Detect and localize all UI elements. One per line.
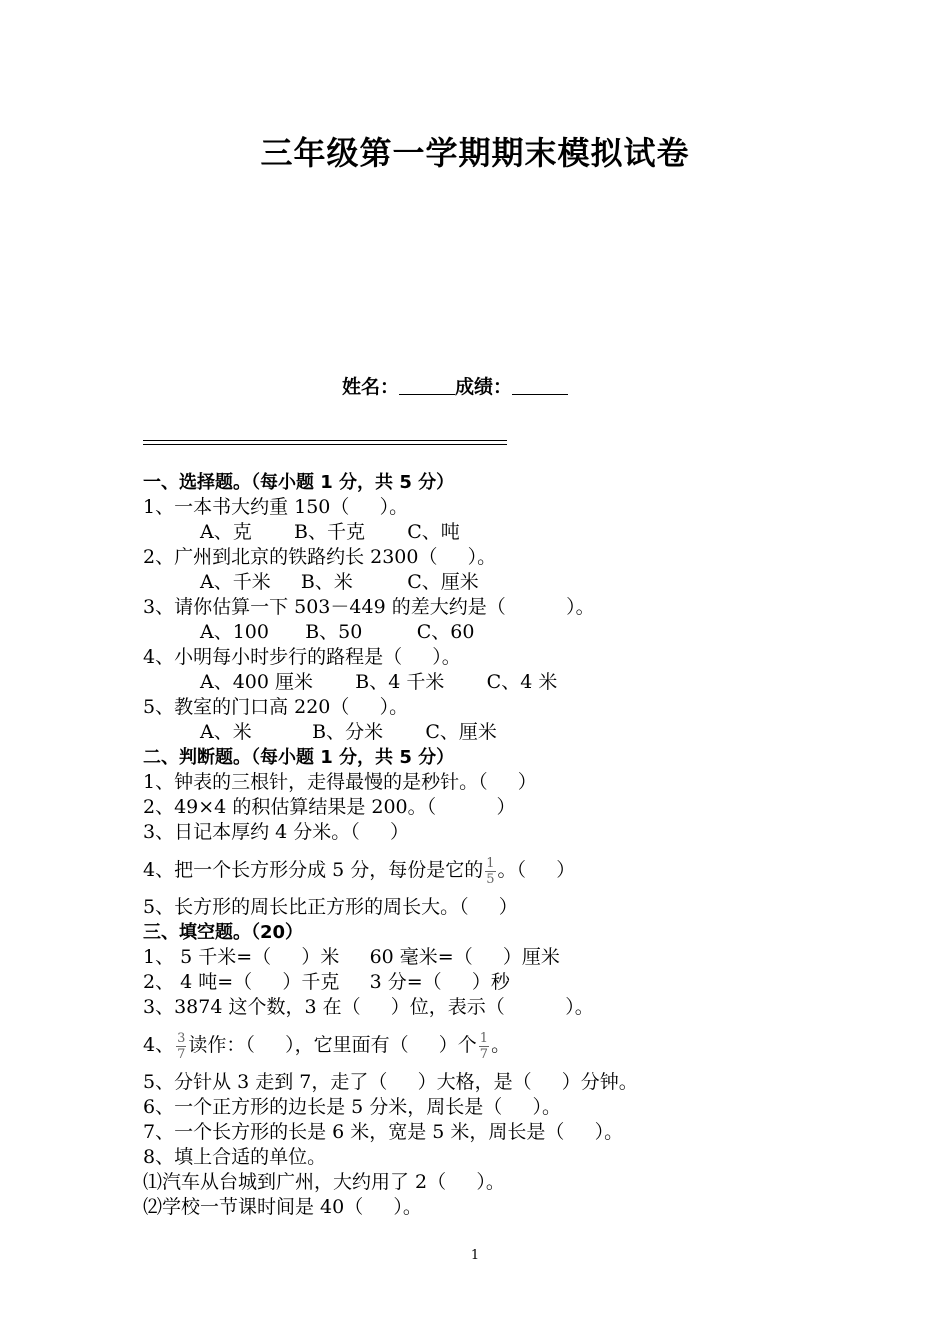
student-info: [0, 372, 910, 399]
question-part: 4、把一个长方形分成 5 分，每份是它的: [143, 859, 484, 881]
question-text: 4、小明每小时步行的路程是（ ）。: [143, 646, 461, 668]
question-text: 3、请你估算一下 503－449 的差大约是（ ）。: [143, 596, 595, 618]
question-text: 1、 5 千米=（ ）米 60 毫米=（ ）厘米: [143, 946, 560, 968]
fraction-numerator: 3: [177, 1030, 186, 1046]
question-part: 。（ ）: [497, 859, 576, 881]
question-text: 7、一个长方形的长是 6 米，宽是 5 米，周长是（ ）。: [143, 1121, 624, 1143]
question-options: A、千米 B、米 C、厘米: [200, 571, 479, 593]
question-text-with-fraction: [143, 845, 903, 895]
fraction-numerator: 1: [479, 1030, 489, 1046]
score-label: 成绩：: [455, 376, 513, 398]
section-heading-choice: 一、选择题。（每小题 1 分，共 5 分）: [143, 472, 455, 493]
question-text-with-fraction: [143, 1020, 903, 1070]
question-subitem: ⑵学校一节课时间是 40（ ）。: [143, 1196, 422, 1218]
question-text: 5、教室的门口高 220（ ）。: [143, 696, 409, 718]
question-text: 5、长方形的周长比正方形的周长大。（ ）: [143, 896, 518, 918]
question-text: 6、一个正方形的边长是 5 分米，周长是（ ）。: [143, 1096, 561, 1118]
section-heading-judgement: 二、判断题。（每小题 1 分，共 5 分）: [143, 747, 455, 768]
question-part: 读作：（ ），它里面有（ ）个: [188, 1034, 477, 1056]
question-subitem: ⑴汽车从台城到广州，大约用了 2（ ）。: [143, 1171, 505, 1193]
question-part: 。: [491, 1034, 511, 1056]
question-part: 4、: [143, 1034, 175, 1056]
double-rule-divider: [143, 440, 507, 445]
question-text: 5、分针从 3 走到 7，走了（ ）大格，是（ ）分钟。: [143, 1071, 638, 1093]
question-options: A、400 厘米 B、4 千米 C、4 米: [200, 671, 558, 693]
fraction-one-fifth: [485, 856, 495, 887]
fraction-denominator: 7: [177, 1046, 186, 1062]
question-text: 8、填上合适的单位。: [143, 1146, 327, 1168]
question-text: 3、3874 这个数，3 在（ ）位，表示（ ）。: [143, 996, 594, 1018]
fraction-three-sevenths: [176, 1031, 186, 1062]
question-options: A、100 B、50 C、60: [200, 621, 475, 643]
fraction-numerator: 1: [486, 855, 495, 871]
question-options: A、米 B、分米 C、厘米: [200, 721, 497, 743]
question-text: 3、日记本厚约 4 分米。（ ）: [143, 821, 409, 843]
page-title: 三年级第一学期期末模拟试卷: [260, 134, 690, 172]
fraction-denominator: 5: [486, 871, 495, 887]
question-text: 2、49×4 的积估算结果是 200。（ ）: [143, 796, 516, 818]
section-heading-fill-in: 三、填空题。（20）: [143, 922, 304, 943]
question-text: 1、一本书大约重 150（ ）。: [143, 496, 409, 518]
score-blank[interactable]: [512, 376, 568, 395]
question-text: 1、钟表的三根针，走得最慢的是秒针。（ ）: [143, 771, 537, 793]
page-number: 1: [470, 1248, 480, 1263]
exam-content: [143, 470, 903, 1220]
question-text: 2、 4 吨=（ ）千克 3 分=（ ）秒: [143, 971, 510, 993]
name-blank[interactable]: [399, 376, 455, 395]
fraction-denominator: 7: [479, 1046, 489, 1062]
name-label: 姓名：: [341, 376, 399, 398]
fraction-one-seventh: [479, 1031, 489, 1062]
question-options: A、克 B、千克 C、吨: [200, 521, 460, 543]
question-text: 2、广州到北京的铁路约长 2300（ ）。: [143, 546, 497, 568]
